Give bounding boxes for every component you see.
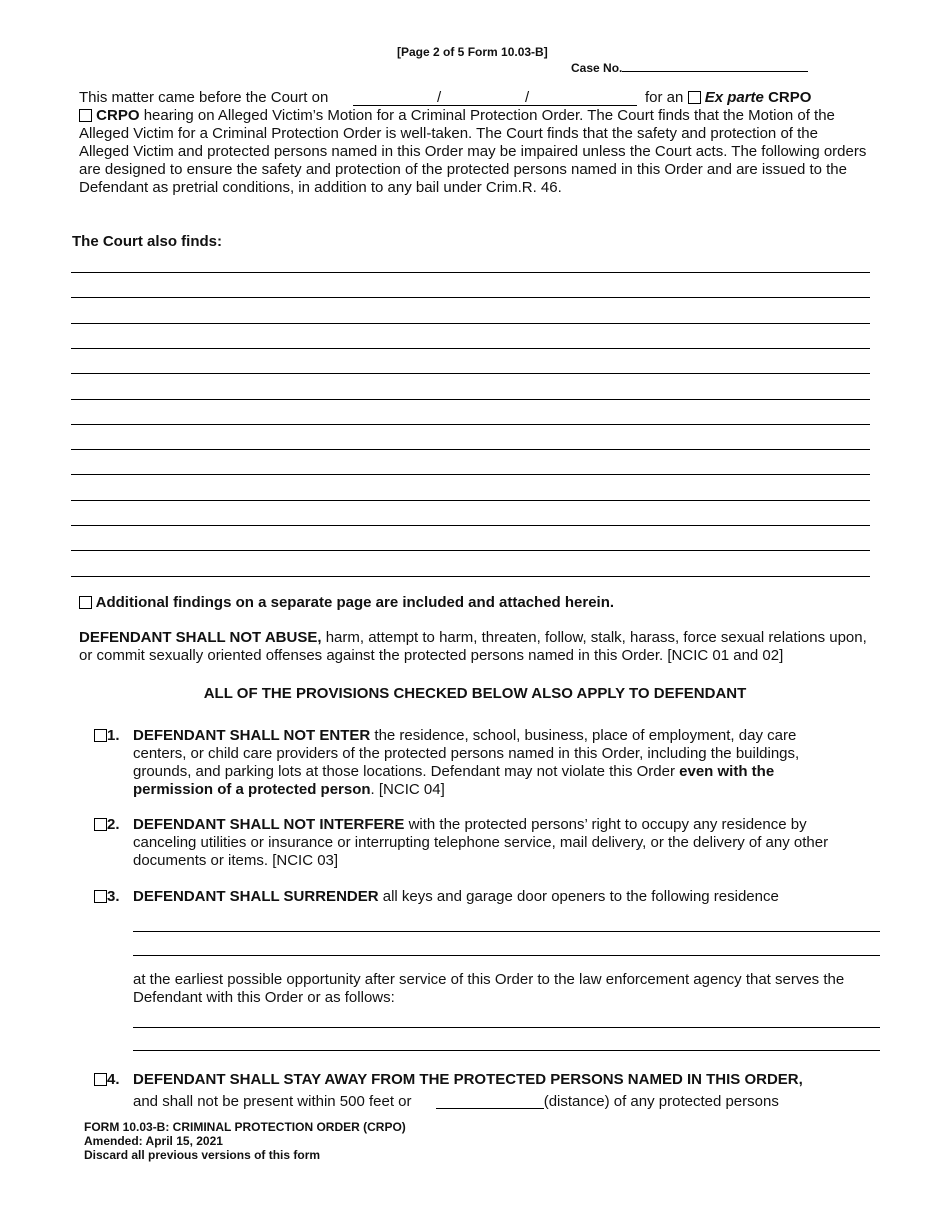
provision-3-number: 3. — [107, 888, 120, 905]
findings-line[interactable] — [71, 399, 870, 400]
provision-1-text — [133, 727, 833, 799]
intro-first-line — [79, 89, 869, 107]
findings-line[interactable] — [71, 525, 870, 526]
ex-parte-checkbox[interactable] — [688, 91, 701, 104]
findings-line[interactable] — [71, 272, 870, 273]
crpo-label-2: CRPO — [96, 107, 140, 124]
findings-heading: The Court also finds: — [72, 233, 222, 250]
provision-3-bold: DEFENDANT SHALL SURRENDER — [133, 888, 379, 905]
intro-paragraph — [79, 89, 869, 197]
footer-form-title: FORM 10.03-B: CRIMINAL PROTECTION ORDER (CRPO) — [84, 1120, 406, 1134]
case-number-field[interactable] — [622, 60, 808, 72]
provision-1-marker — [94, 727, 120, 744]
provision-2-checkbox[interactable] — [94, 818, 107, 831]
provision-1-number: 1. — [107, 727, 120, 744]
footer-discard-notice: Discard all previous versions of this form — [84, 1148, 321, 1162]
date-separator-2: / — [525, 89, 530, 106]
ex-parte-label: Ex parte — [704, 89, 764, 106]
form-footer — [84, 1120, 406, 1162]
crpo-checkbox[interactable] — [79, 109, 92, 122]
provision-1-body: the residence, school, business, place of employment, day care centers, or child care providers of the protected persons named in this Order, including the buildings, grounds, and parking lots at those locations. Defendant may not violate this Order — [133, 727, 800, 780]
footer-amended: Amended: April 15, 2021 — [84, 1134, 223, 1148]
provision-4-line-2 — [133, 1093, 779, 1110]
distance-field[interactable] — [436, 1094, 544, 1109]
abuse-bold: DEFENDANT SHALL NOT ABUSE, — [79, 629, 322, 646]
provision-3-marker — [94, 888, 120, 905]
provision-3-body: all keys and garage door openers to the following residence — [382, 888, 779, 905]
provision-4-number: 4. — [107, 1071, 120, 1088]
provision-4-text-b: (distance) of any protected persons — [543, 1093, 779, 1110]
provision-3-text-2: at the earliest possible opportunity after service of this Order to the law enforcement agency that serves the Defendant with this Order or as follows: — [133, 971, 845, 1006]
case-number — [571, 60, 808, 75]
findings-line[interactable] — [71, 500, 870, 501]
provision-4-checkbox[interactable] — [94, 1073, 107, 1086]
provision-1-tail: . [NCIC 04] — [370, 781, 445, 798]
intro-lead: This matter came before the Court on — [79, 89, 329, 106]
intro-text: hearing on Alleged Victim’s Motion for a Criminal Protection Order. The Court finds that the Motion of the Alleged Victim for a Criminal Protection Order is well-taken. The Court finds that the safety and protection of the Alleged Victim and protected persons named in this Order may be impaired unless the Court acts. The following orders are designed to ensure the safety and protection of the protected persons named in this Order and are issued to the Defendant as pretrial conditions, in addition to any bail under Crim.R. 46. — [79, 107, 867, 196]
findings-line[interactable] — [71, 576, 870, 577]
surrender-line-1[interactable] — [133, 1027, 880, 1028]
surrender-line-2[interactable] — [133, 1050, 880, 1051]
additional-findings-checkbox[interactable] — [79, 596, 92, 609]
residence-line-1[interactable] — [133, 931, 880, 932]
provision-2-text — [133, 816, 843, 870]
page-label: [Page 2 of 5 Form 10.03-B] — [397, 45, 548, 59]
provision-2-number: 2. — [107, 816, 120, 833]
abuse-text: harm, attempt to harm, threaten, follow, stalk, harass, force sexual relations upon, or commit sexually oriented offenses against the protected persons named in this Order. [NCIC 01 and 02] — [79, 629, 867, 664]
provision-1-checkbox[interactable] — [94, 729, 107, 742]
provision-1-bold-2: even with the permission of a protected person — [133, 763, 775, 798]
date-separator-1: / — [437, 89, 442, 106]
provision-2-marker — [94, 816, 120, 833]
residence-line-2[interactable] — [133, 955, 880, 956]
findings-line[interactable] — [71, 474, 870, 475]
provision-2-bold: DEFENDANT SHALL NOT INTERFERE — [133, 816, 405, 833]
findings-line[interactable] — [71, 373, 870, 374]
abuse-paragraph — [79, 629, 869, 665]
provision-3-text — [133, 888, 779, 906]
provision-3-checkbox[interactable] — [94, 890, 107, 903]
provision-4-marker — [94, 1071, 120, 1088]
case-number-label: Case No. — [571, 61, 623, 75]
findings-line[interactable] — [71, 323, 870, 324]
hearing-type-options — [645, 89, 811, 107]
additional-findings-label: Additional findings on a separate page are included and attached herein. — [95, 594, 615, 611]
provision-4-text-a: and shall not be present within 500 feet or — [133, 1093, 412, 1110]
provision-2-body: with the protected persons’ right to occupy any residence by canceling utilities or insurance or interrupting telephone service, mail delivery, or the delivery of any other documents or items. [NCIC 03] — [133, 816, 829, 869]
findings-line[interactable] — [71, 550, 870, 551]
findings-line[interactable] — [71, 297, 870, 298]
provision-1-bold: DEFENDANT SHALL NOT ENTER — [133, 727, 371, 744]
findings-line[interactable] — [71, 449, 870, 450]
additional-findings — [79, 594, 614, 611]
findings-line[interactable] — [71, 424, 870, 425]
provisions-heading: ALL OF THE PROVISIONS CHECKED BELOW ALSO APPLY TO DEFENDANT — [203, 685, 747, 702]
for-an-text: for an — [645, 89, 684, 106]
intro-body — [79, 107, 869, 197]
hearing-date-field[interactable] — [353, 89, 637, 106]
provision-4-bold: DEFENDANT SHALL STAY AWAY FROM THE PROTECTED PERSONS NAMED IN THIS ORDER, — [133, 1071, 803, 1088]
findings-line[interactable] — [71, 348, 870, 349]
crpo-label-1: CRPO — [768, 89, 812, 106]
